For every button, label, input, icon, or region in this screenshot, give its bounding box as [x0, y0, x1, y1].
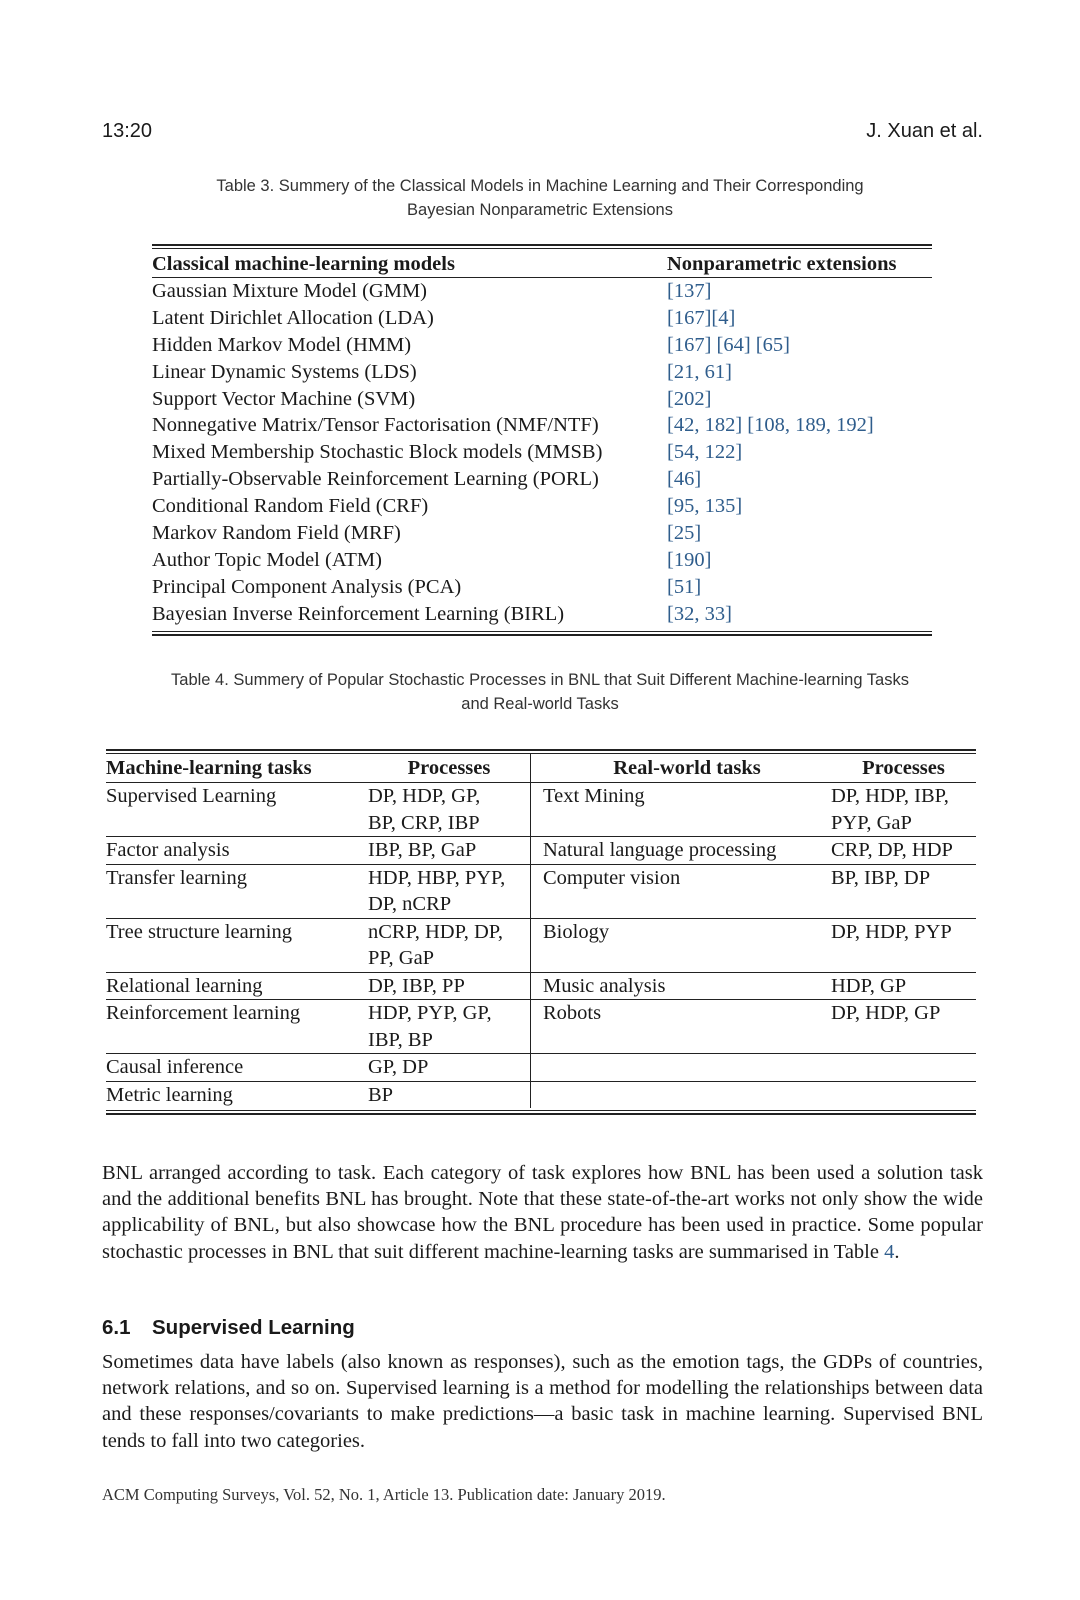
rw-task: Text Mining [531, 783, 832, 837]
rw-processes-empty [831, 1054, 976, 1082]
ml-processes-line1: DP, HDP, GP, [368, 785, 481, 807]
table-row [152, 547, 932, 574]
col-header-ml-processes: Processes [368, 754, 531, 783]
table3-caption-line1: Table 3. Summery of the Classical Models in Machine Learning and Their Corresponding [216, 177, 864, 195]
model-name: Conditional Random Field (CRF) [152, 495, 429, 518]
ml-task: Metric learning [106, 1083, 233, 1106]
citation-link[interactable]: [167][4] [667, 306, 736, 329]
citation-link[interactable]: [46] [667, 468, 702, 491]
rw-processes-line1: DP, HDP, IBP, [831, 785, 949, 807]
section-number: 6.1 [102, 1316, 131, 1339]
ml-processes-line2: PP, GaP [368, 947, 435, 969]
citation-link[interactable]: [32, 33] [667, 602, 732, 625]
rw-task-empty [531, 1054, 832, 1082]
table3-col-header-models: Classical machine-learning models [152, 253, 455, 275]
table-row [152, 574, 932, 601]
citation-link[interactable]: [202] [667, 387, 712, 410]
col-header-rw-tasks: Real-world tasks [531, 754, 832, 783]
rw-processes [831, 783, 976, 837]
rw-task: Computer vision [531, 864, 832, 918]
citation-link[interactable]: [190] [667, 548, 712, 571]
table4-caption-line2: and Real-world Tasks [461, 695, 619, 713]
model-name: Nonnegative Matrix/Tensor Factorisation (NMF/NTF) [152, 414, 599, 437]
ml-processes-line1: HDP, PYP, GP, [368, 1002, 492, 1024]
section-heading [102, 1316, 355, 1340]
model-name: Mixed Membership Stochastic Block models (MMSB) [152, 441, 603, 464]
model-name: Partially-Observable Reinforcement Learning (PORL) [152, 468, 599, 491]
model-name: Bayesian Inverse Reinforcement Learning (BIRL) [152, 602, 565, 625]
ml-processes [368, 783, 531, 837]
ml-processes-line2: BP, CRP, IBP [368, 811, 480, 834]
rw-task: Robots [531, 1000, 832, 1054]
model-name: Latent Dirichlet Allocation (LDA) [152, 306, 434, 329]
rw-processes: CRP, DP, HDP [831, 837, 976, 865]
rw-processes: BP, IBP, DP [831, 864, 976, 918]
table4-bottom-rule [106, 1110, 976, 1115]
citation-link[interactable]: [21, 61] [667, 360, 732, 383]
table-row [106, 864, 976, 918]
ml-task: Reinforcement learning [106, 1000, 368, 1054]
ml-task: Causal inference [106, 1054, 368, 1082]
table-row [106, 972, 976, 1000]
table3-col-header-extensions: Nonparametric extensions [667, 253, 897, 275]
ml-processes-line2: IBP, BP [368, 1028, 433, 1051]
body-paragraph-1 [102, 1160, 983, 1265]
table-reference-link[interactable]: 4 [884, 1240, 895, 1263]
ml-processes [368, 918, 531, 972]
ml-task: Transfer learning [106, 864, 368, 918]
col-header-ml-tasks: Machine-learning tasks [106, 754, 368, 783]
ml-task: Tree structure learning [106, 918, 368, 972]
ml-processes: DP, IBP, PP [368, 972, 531, 1000]
rw-task: Biology [531, 918, 832, 972]
table-row [152, 493, 932, 520]
model-name: Support Vector Machine (SVM) [152, 387, 416, 410]
citation-link[interactable]: [95, 135] [667, 495, 743, 518]
table4-header-row [106, 754, 976, 783]
model-name: Gaussian Mixture Model (GMM) [152, 280, 428, 302]
table-row [152, 520, 932, 547]
page-footer: ACM Computing Surveys, Vol. 52, No. 1, Article 13. Publication date: January 2019. [102, 1485, 666, 1504]
model-name: Markov Random Field (MRF) [152, 522, 401, 545]
table-row [152, 386, 932, 413]
page-number: 13:20 [102, 120, 153, 142]
table-row [152, 332, 932, 359]
body-paragraph-2: Sometimes data have labels (also known as responses), such as the emotion tags, the GDPs of countries, network relations, and so on. Supervised learning is a method for modelling the relationships between data and these responses/covariants to make predictions—a basic task in machine learning. Supervised BNL tends to fall into two categories. [102, 1351, 983, 1452]
table-row [106, 1081, 976, 1108]
citation-link[interactable]: [137] [667, 280, 712, 302]
rw-task-empty [531, 1081, 832, 1108]
ml-processes: IBP, BP, GaP [368, 837, 531, 865]
running-head [102, 120, 983, 148]
table-row [106, 837, 976, 865]
ml-processes: GP, DP [368, 1054, 531, 1082]
ml-processes-line1: nCRP, HDP, DP, [368, 920, 504, 943]
ml-processes-line1: HDP, HBP, PYP, [368, 866, 506, 889]
col-header-rw-processes: Processes [831, 754, 976, 783]
table3-caption [0, 174, 1080, 222]
table3 [152, 244, 932, 636]
table3-header-row [152, 249, 932, 278]
ml-task: Relational learning [106, 972, 368, 1000]
paragraph-end: . [894, 1240, 900, 1263]
table-row [152, 359, 932, 386]
rw-processes-line2: PYP, GaP [831, 811, 912, 834]
rw-task: Natural language processing [531, 837, 832, 865]
citation-link[interactable]: [25] [667, 522, 702, 545]
ml-processes-line2: DP, nCRP [368, 893, 452, 915]
table-row [106, 1054, 976, 1082]
model-name: Author Topic Model (ATM) [152, 548, 382, 571]
table-row [152, 601, 932, 628]
table-row [152, 278, 932, 305]
table-row [152, 412, 932, 439]
rw-processes-empty [831, 1081, 976, 1108]
rw-processes: DP, HDP, GP [831, 1000, 976, 1054]
table-row [106, 918, 976, 972]
ml-processes [368, 1000, 531, 1054]
ml-task: Factor analysis [106, 837, 368, 865]
table-row [106, 783, 976, 837]
citation-link[interactable]: [51] [667, 575, 702, 598]
ml-task: Supervised Learning [106, 783, 368, 837]
ml-processes: BP [368, 1083, 394, 1106]
table4-grid [106, 754, 976, 1108]
rw-task: Music analysis [531, 972, 832, 1000]
paragraph-text: BNL arranged according to task. Each category of task explores how BNL has been used a solution task and the additional benefits BNL has brought. Note that these state-of-the-art works not only show the wide applicability of BNL, but also showcase how the BNL procedure has been used in practice. Some popular stochastic processes in BNL that suit different machine-learning tasks are summarised in Table [102, 1162, 983, 1263]
table-row [106, 1000, 976, 1054]
citation-link[interactable]: [167] [64] [65] [667, 333, 790, 356]
model-name: Principal Component Analysis (PCA) [152, 575, 462, 598]
model-name: Linear Dynamic Systems (LDS) [152, 360, 417, 383]
table-row [152, 466, 932, 493]
table-row [152, 439, 932, 466]
rw-processes: DP, HDP, PYP [831, 918, 976, 972]
table4 [106, 749, 976, 1115]
section-title: Supervised Learning [152, 1316, 355, 1339]
table3-bottom-rule [152, 631, 932, 636]
citation-link[interactable]: [54, 122] [667, 441, 743, 464]
table3-caption-line2: Bayesian Nonparametric Extensions [407, 201, 673, 219]
model-name: Hidden Markov Model (HMM) [152, 333, 412, 356]
table-row [152, 305, 932, 332]
table4-caption [0, 668, 1080, 716]
running-authors: J. Xuan et al. [866, 120, 983, 142]
rw-processes: HDP, GP [831, 972, 976, 1000]
ml-processes [368, 864, 531, 918]
citation-link[interactable]: [42, 182] [108, 189, 192] [667, 414, 874, 437]
table4-caption-line1: Table 4. Summery of Popular Stochastic Processes in BNL that Suit Different Machine-learning Tasks [171, 671, 909, 689]
